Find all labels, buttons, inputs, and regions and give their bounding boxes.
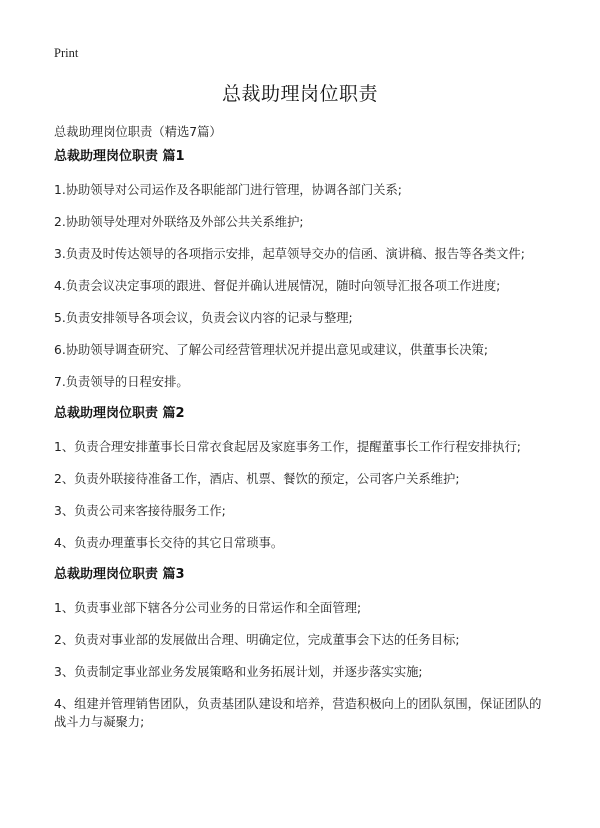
list-item: 2.协助领导处理对外联络及外部公共关系维护;	[54, 215, 304, 229]
list-item: 1、负责事业部下辖各分公司业务的日常运作和全面管理;	[54, 601, 362, 615]
list-item: 3、负责公司来客接待服务工作;	[54, 504, 226, 518]
section-heading: 总裁助理岗位职责 篇3	[54, 567, 185, 582]
list-item: 3.负责及时传达领导的各项指示安排，起草领导交办的信函、演讲稿、报告等各类文件;	[54, 247, 525, 261]
section-2	[54, 405, 546, 552]
section-heading: 总裁助理岗位职责 篇1	[54, 149, 185, 164]
list-item: 5.负责安排领导各项会议，负责会议内容的记录与整理;	[54, 311, 353, 325]
list-item: 4、组建并管理销售团队，负责基团队建设和培养，营造积极向上的团队氛围，保证团队的战斗力与凝聚力;	[54, 697, 542, 729]
list-item: 6.协助领导调查研究、了解公司经营管理状况并提出意见或建议，供董事长决策;	[54, 343, 488, 357]
document-subtitle: 总裁助理岗位职责（精选7篇）	[54, 125, 222, 139]
section-1	[54, 148, 546, 391]
page-title: 总裁助理岗位职责	[221, 83, 378, 105]
print-link[interactable]: Print	[54, 46, 79, 60]
list-item: 4、负责办理董事长交待的其它日常琐事。	[54, 536, 284, 550]
section-3	[54, 566, 546, 731]
list-item: 2、负责对事业部的发展做出合理、明确定位，完成董事会下达的任务目标;	[54, 633, 460, 647]
list-item: 2、负责外联接待准备工作，酒店、机票、餐饮的预定，公司客户关系维护;	[54, 472, 460, 486]
list-item: 3、负责制定事业部业务发展策略和业务拓展计划，并逐步落实实施;	[54, 665, 423, 679]
document-body	[54, 148, 546, 743]
list-item: 4.负责会议决定事项的跟进、督促并确认进展情况，随时向领导汇报各项工作进度;	[54, 279, 501, 293]
list-item: 1.协助领导对公司运作及各职能部门进行管理，协调各部门关系;	[54, 183, 402, 197]
list-item: 1、负责合理安排董事长日常衣食起居及家庭事务工作，提醒董事长工作行程安排执行;	[54, 440, 521, 454]
list-item: 7.负责领导的日程安排。	[54, 375, 189, 389]
section-heading: 总裁助理岗位职责 篇2	[54, 406, 185, 421]
